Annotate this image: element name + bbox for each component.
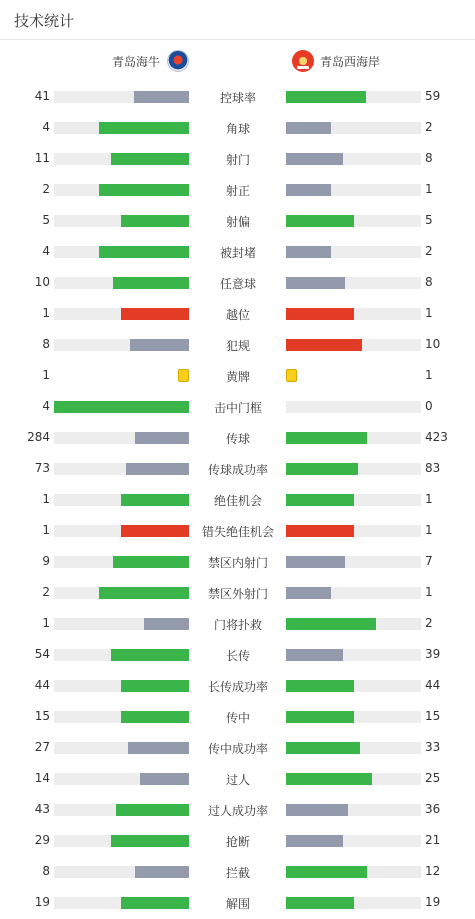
stat-label: 过人 [225,773,250,787]
home-stat-value: 10 [34,275,50,289]
home-stat-value: 11 [34,151,50,165]
away-stat-value: 1 [425,368,433,382]
away-stat-value: 1 [425,182,433,196]
away-stat-bar [286,711,421,723]
home-stat-bar [54,215,189,227]
home-stat-value: 15 [34,709,50,723]
away-stat-bar [286,494,421,506]
home-stat-bar [54,308,189,320]
stat-label: 长传成功率 [207,680,268,694]
away-stat-bar [286,122,421,134]
away-stat-bar-fill [286,308,354,320]
home-stat-bar [54,897,189,909]
away-stat-bar-fill [286,556,345,568]
home-stat-value: 1 [42,616,50,630]
qingdao-hainiu-crest-icon [167,50,189,72]
stat-row [0,423,475,454]
stat-row [0,237,475,268]
away-stat-bar-fill [286,897,354,909]
away-stat-value: 2 [425,120,433,134]
home-stat-bar-fill [121,711,189,723]
home-stat-value: 8 [42,864,50,878]
home-stat-bar [54,401,189,413]
home-stat-bar [54,91,189,103]
stat-row [0,578,475,609]
stat-label: 被封堵 [219,246,256,260]
header [0,0,475,40]
away-stat-bar [286,432,421,444]
away-stat-bar [286,773,421,785]
home-stat-bar [54,711,189,723]
stat-label: 禁区外射门 [207,587,268,601]
stat-row [0,547,475,578]
stat-row [0,857,475,888]
stat-label: 门将扑救 [213,618,262,632]
stat-row [0,826,475,857]
away-stat-bar [286,804,421,816]
home-stat-value: 4 [42,399,50,413]
stat-label: 解围 [225,897,250,911]
home-stat-bar [54,339,189,351]
home-stat-bar-fill [116,804,189,816]
away-stat-bar-fill [286,91,366,103]
away-stat-bar [286,401,421,413]
stat-label: 控球率 [219,91,256,105]
stat-label: 禁区内射门 [207,556,268,570]
home-stat-value: 41 [34,89,50,103]
home-stat-bar [54,649,189,661]
away-stat-value: 39 [425,647,441,661]
stat-row [0,206,475,237]
home-stat-value: 73 [34,461,50,475]
home-stat-bar-fill [111,835,189,847]
away-stat-bar-fill [286,866,367,878]
away-stat-bar [286,587,421,599]
away-stat-bar-fill [286,711,354,723]
home-team-name: 青岛海牛 [111,54,160,69]
stat-row [0,485,475,516]
away-stat-bar-fill [286,835,343,847]
away-stat-value: 0 [425,399,433,413]
home-stat-bar-fill [99,184,189,196]
away-stat-bar [286,618,421,630]
stat-label: 传中 [225,711,250,725]
home-stat-bar-fill [135,866,189,878]
away-stat-value: 36 [425,802,441,816]
away-stat-value: 15 [425,709,441,723]
away-stat-bar [286,649,421,661]
qingdao-west-coast-crest-icon [292,50,314,72]
home-stat-value: 284 [27,430,50,444]
home-stat-bar-fill [144,618,189,630]
home-stat-value: 1 [42,523,50,537]
home-stat-value: 8 [42,337,50,351]
away-stat-bar [286,246,421,258]
home-team[interactable] [112,50,189,72]
away-stat-value: 1 [425,523,433,537]
away-stat-value: 8 [425,151,433,165]
away-stat-value: 21 [425,833,441,847]
away-stat-value: 10 [425,337,441,351]
stat-label: 射正 [225,184,250,198]
away-stat-bar-fill [286,215,354,227]
stat-row [0,392,475,423]
stat-row [0,268,475,299]
home-stat-bar [54,432,189,444]
stat-row [0,113,475,144]
home-stat-bar [54,680,189,692]
away-stat-value: 1 [425,585,433,599]
away-stat-value: 2 [425,244,433,258]
stat-row [0,299,475,330]
stat-label: 传球 [225,432,250,446]
stat-label: 任意球 [219,277,256,291]
away-stat-value: 59 [425,89,441,103]
stat-label: 过人成功率 [207,804,268,818]
home-stat-bar [54,742,189,754]
away-stat-bar-fill [286,773,372,785]
stat-label: 黄牌 [225,370,250,384]
home-stat-bar [54,587,189,599]
home-stat-value: 1 [42,368,50,382]
away-stat-value: 423 [425,430,448,444]
away-stat-bar-fill [286,525,354,537]
yellow-card-icon [178,369,189,382]
stat-row [0,516,475,547]
stat-row [0,888,475,919]
home-stat-value: 1 [42,492,50,506]
home-stat-bar [54,618,189,630]
stat-label: 传球成功率 [207,463,268,477]
away-stat-bar-fill [286,587,331,599]
home-stat-value: 44 [34,678,50,692]
away-team-name: 青岛西海岸 [320,54,381,69]
away-stat-bar [286,91,421,103]
home-stat-value: 43 [34,802,50,816]
home-stat-bar-fill [121,525,189,537]
stat-row [0,795,475,826]
away-stat-value: 12 [425,864,441,878]
stat-label: 绝佳机会 [213,494,262,508]
away-team[interactable] [292,50,380,72]
away-stat-bar-fill [286,246,331,258]
away-stat-bar-fill [286,463,358,475]
away-stat-bar [286,277,421,289]
stat-row [0,144,475,175]
home-stat-value: 4 [42,120,50,134]
stat-row [0,609,475,640]
home-stat-bar-fill [99,122,189,134]
stat-label: 越位 [225,308,250,322]
away-stat-bar [286,215,421,227]
away-stat-bar-fill [286,339,362,351]
away-stat-bar [286,153,421,165]
stat-label: 犯规 [225,339,250,353]
away-stat-bar [286,866,421,878]
away-stat-bar-fill [286,494,354,506]
away-stat-bar [286,339,421,351]
home-stat-bar [54,525,189,537]
home-stat-bar-fill [111,153,189,165]
home-stat-value: 2 [42,585,50,599]
stat-label: 角球 [225,122,250,136]
stat-row [0,361,475,392]
away-stat-value: 7 [425,554,433,568]
away-stat-bar [286,525,421,537]
away-stat-bar-fill [286,153,343,165]
home-stat-bar-fill [54,401,189,413]
stat-label: 错失绝佳机会 [201,525,274,539]
home-stat-value: 29 [34,833,50,847]
home-stat-bar [54,804,189,816]
home-stat-value: 2 [42,182,50,196]
home-stat-bar-fill [130,339,189,351]
away-stat-value: 1 [425,492,433,506]
home-stat-value: 14 [34,771,50,785]
away-stat-value: 83 [425,461,441,475]
away-stat-value: 25 [425,771,441,785]
home-stat-bar-fill [121,494,189,506]
stats-list [0,82,475,919]
stat-row [0,175,475,206]
home-stat-value: 9 [42,554,50,568]
home-stat-bar [54,277,189,289]
stat-label: 击中门框 [213,401,262,415]
away-stat-value: 5 [425,213,433,227]
home-stat-bar-fill [113,556,189,568]
home-stat-bar-fill [121,897,189,909]
home-stat-bar-fill [111,649,189,661]
home-stat-bar-fill [121,308,189,320]
away-stat-bar [286,463,421,475]
stat-label: 射门 [225,153,250,167]
stat-row [0,330,475,361]
away-stat-bar-fill [286,432,367,444]
home-stat-bar-fill [134,91,189,103]
away-stat-value: 1 [425,306,433,320]
away-stat-value: 44 [425,678,441,692]
home-stat-bar [54,153,189,165]
home-stat-value: 54 [34,647,50,661]
away-stat-bar [286,835,421,847]
away-stat-bar [286,184,421,196]
away-stat-bar-fill [286,184,331,196]
home-stat-bar [54,866,189,878]
stat-row [0,671,475,702]
home-stat-value: 1 [42,306,50,320]
home-stat-bar-fill [135,432,189,444]
away-stat-bar-fill [286,122,331,134]
home-stat-bar [54,773,189,785]
away-stat-bar [286,742,421,754]
yellow-card-icon [286,369,297,382]
away-stat-value: 2 [425,616,433,630]
away-stat-value: 33 [425,740,441,754]
home-stat-bar-fill [121,215,189,227]
home-stat-bar [54,184,189,196]
stat-row [0,454,475,485]
stat-label: 拦截 [225,866,250,880]
home-stat-bar [54,835,189,847]
away-stat-bar [286,308,421,320]
home-stat-bar-fill [99,587,189,599]
away-stat-bar-fill [286,277,345,289]
teams-header [0,40,475,82]
home-stat-value: 5 [42,213,50,227]
stat-label: 射偏 [225,215,250,229]
away-stat-bar-fill [286,742,360,754]
stat-label: 抢断 [225,835,250,849]
home-stat-bar-fill [128,742,189,754]
page-title: 技术统计 [14,12,75,30]
home-stat-bar-fill [140,773,189,785]
stat-row [0,764,475,795]
away-stat-bar [286,680,421,692]
home-stat-bar-fill [121,680,189,692]
away-stat-value: 19 [425,895,441,909]
away-stat-value: 8 [425,275,433,289]
away-stat-bar-fill [286,649,343,661]
home-stat-bar [54,246,189,258]
home-stat-value: 19 [34,895,50,909]
home-stat-bar-fill [113,277,189,289]
home-stat-value: 27 [34,740,50,754]
home-stat-bar-fill [99,246,189,258]
home-stat-bar [54,556,189,568]
home-stat-bar-fill [126,463,189,475]
stat-label: 传中成功率 [207,742,268,756]
away-stat-bar [286,897,421,909]
away-stat-bar-fill [286,680,354,692]
home-stat-bar [54,463,189,475]
stat-label: 长传 [225,649,250,663]
stat-row [0,702,475,733]
home-stat-bar [54,494,189,506]
away-stat-bar [286,556,421,568]
home-stat-value: 4 [42,244,50,258]
stat-row [0,82,475,113]
away-stat-bar-fill [286,804,348,816]
stat-row [0,640,475,671]
away-stat-bar-fill [286,618,376,630]
home-stat-bar [54,122,189,134]
stat-row [0,733,475,764]
